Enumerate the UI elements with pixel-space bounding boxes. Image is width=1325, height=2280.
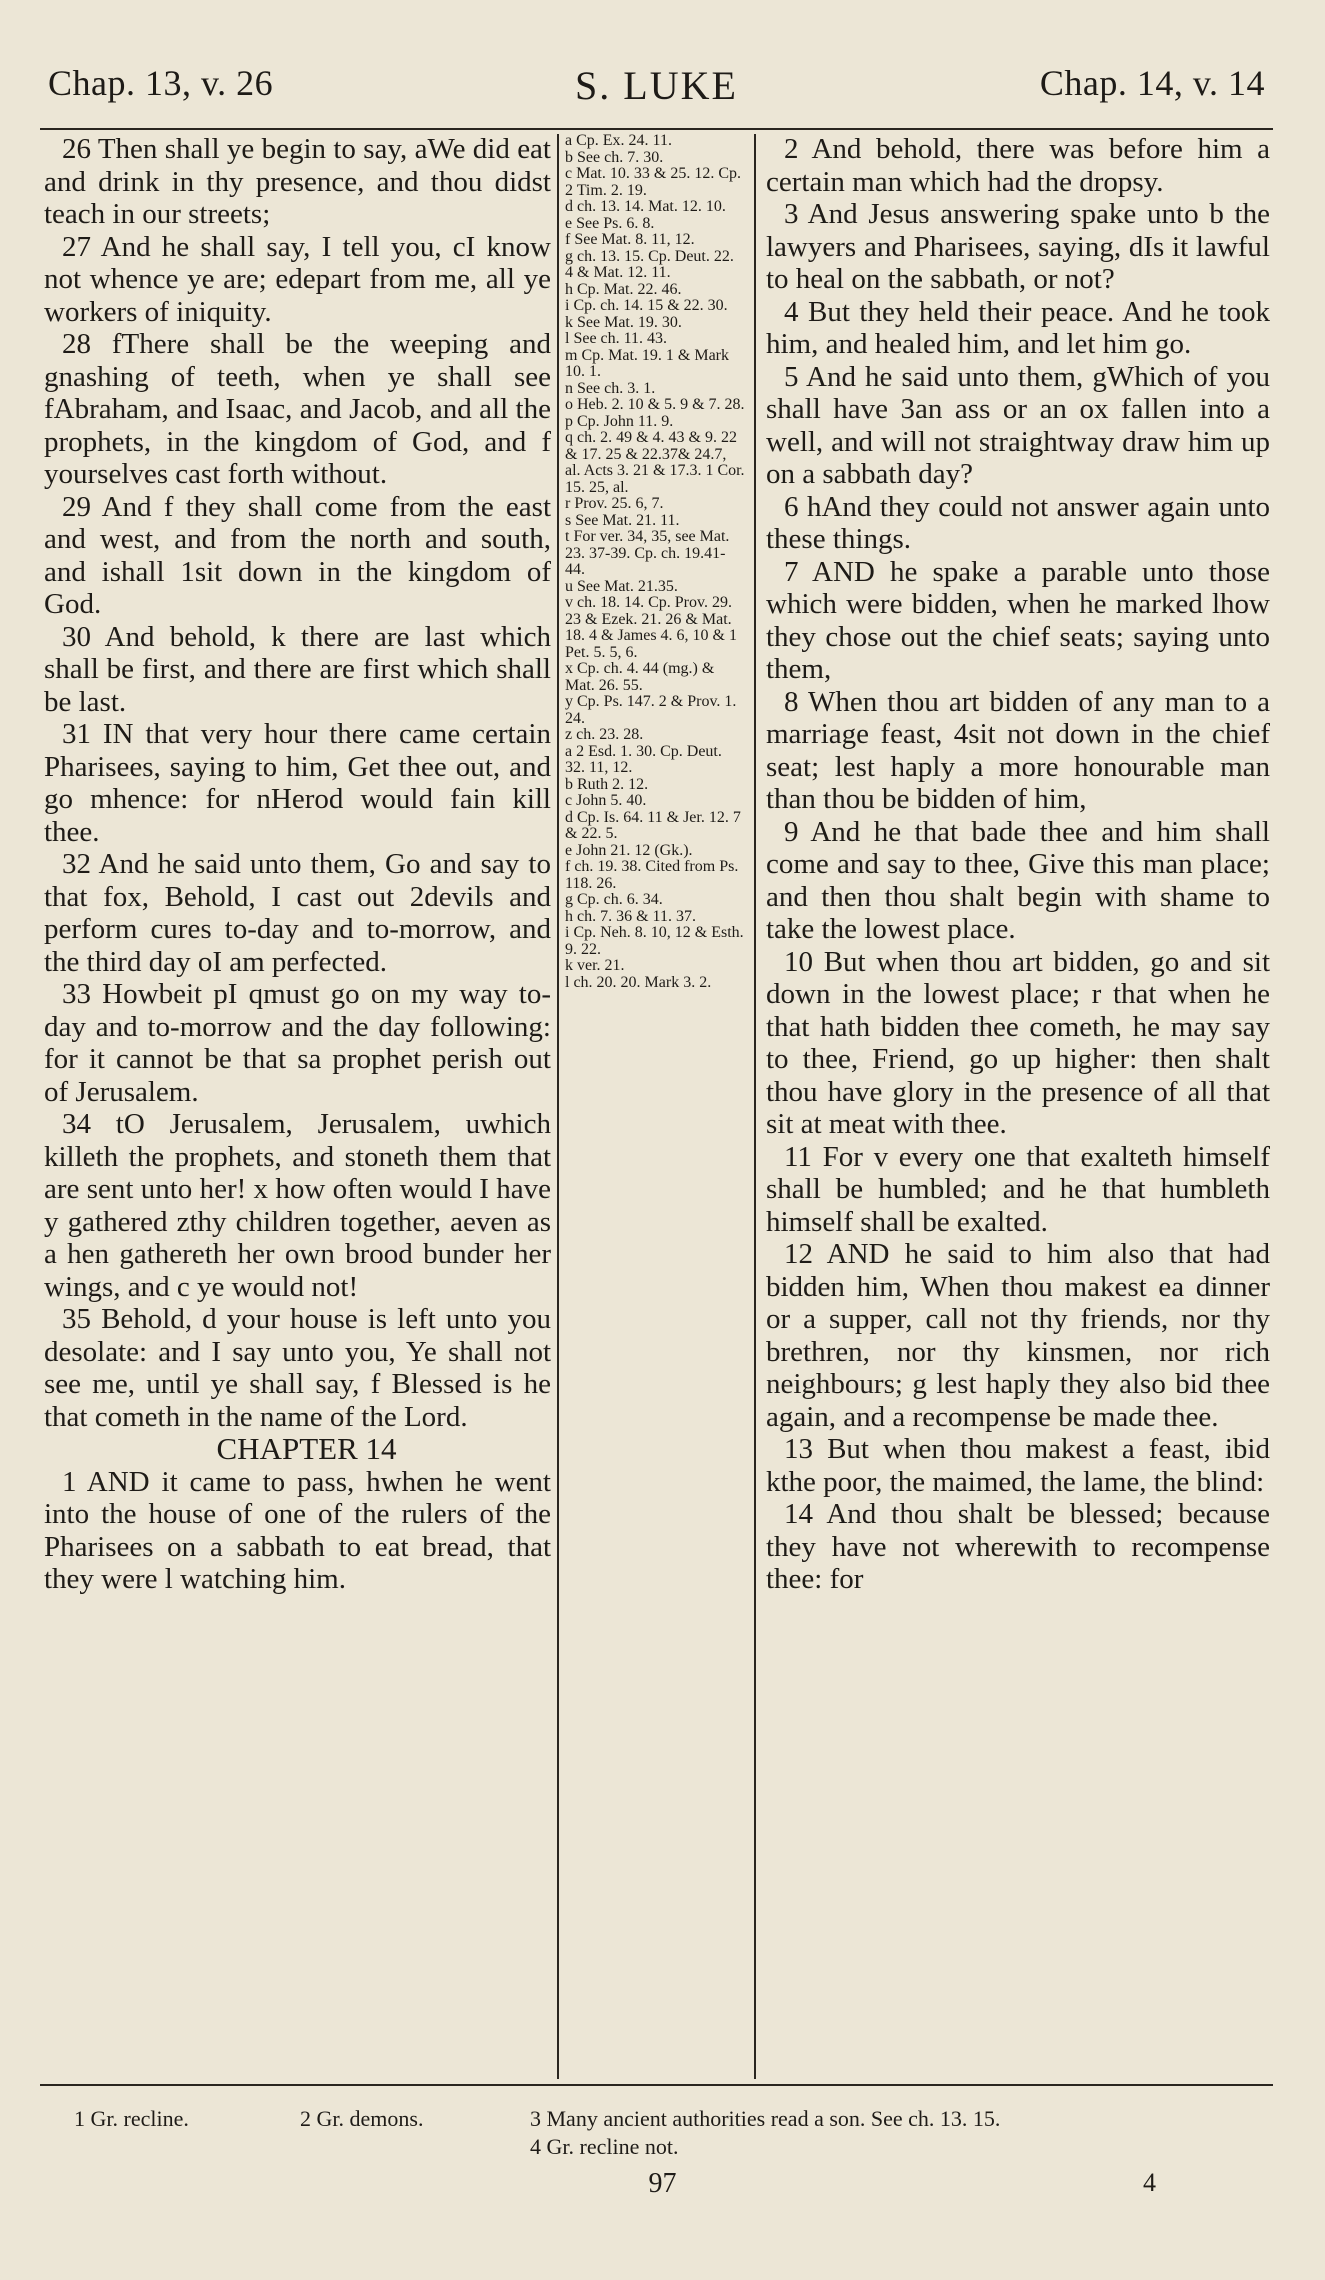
verse-14-1: 1 AND it came to pass, hwhen he went into the house of one of the rulers of the Pharisees on a sabbath to eat bread, that they were l watching him.	[44, 1465, 551, 1595]
verse-14-5: 5 And he said unto them, gWhich of you shall have 3an ass or an ox fallen into a well, and will not straightway draw him up on a sabbath day?	[766, 360, 1270, 490]
footnote-2: 2 Gr. demons.	[300, 2106, 424, 2131]
verse-13-29: 29 And f they shall come from the east and west, and from the north and south, and ishall 1sit down in the kingdom of God.	[44, 490, 551, 620]
page-number: 97	[648, 2168, 677, 2199]
cross-reference: a 2 Esd. 1. 30. Cp. Deut. 32. 11, 12.	[565, 742, 722, 776]
verse-13-35: 35 Behold, d your house is left unto you desolate: and I say unto you, Ye shall not see me, until ye shall say, f Blessed is he that cometh in the name of the Lord.	[44, 1303, 551, 1433]
cross-reference: e See Ps. 6. 8.	[565, 214, 655, 232]
verse-14-12: 12 AND he said to him also that had bidden him, When thou makest ea dinner or a supper, call not thy friends, nor thy brethren, nor thy kinsmen, nor rich neighbours; g lest haply they also bid thee again, and a recompense be made thee.	[766, 1238, 1270, 1433]
verse-14-7: 7 AND he spake a parable unto those which were bidden, when he marked lhow they chose out the chief seats; saying unto them,	[766, 555, 1270, 685]
verse-13-31: 31 IN that very hour there came certain Pharisees, saying to him, Get thee out, and go mhence: for nHerod would fain kill thee.	[44, 718, 551, 848]
cross-reference: e John 21. 12 (Gk.).	[565, 841, 693, 859]
verse-14-10: 10 But when thou art bidden, go and sit down in the lowest place; r that when he that hath bidden thee cometh, he may say to thee, Friend, go up higher: then shalt thou have glory in the presence of all that sit at meat with thee.	[766, 945, 1270, 1140]
cross-reference: y Cp. Ps. 147. 2 & Prov. 1. 24.	[565, 693, 737, 727]
header-left: Chap. 13, v. 26	[48, 63, 274, 103]
cross-reference: g ch. 13. 15. Cp. Deut. 22. 4 & Mat. 12. 11.	[565, 247, 734, 281]
cross-reference: m Cp. Mat. 19. 1 & Mark 10. 1.	[565, 346, 729, 380]
cross-reference: q ch. 2. 49 & 4. 43 & 9. 22 & 17. 25 & 22.37& 24.7, al. Acts 3. 21 & 17.3. 1 Cor. 15. 25, al.	[565, 429, 745, 496]
cross-reference: l See ch. 11. 43.	[565, 330, 668, 347]
cross-reference: d ch. 13. 14. Mat. 12. 10.	[565, 198, 726, 215]
cross-reference: c John 5. 40.	[565, 792, 647, 809]
cross-reference: f ch. 19. 38. Cited from Ps. 118. 26.	[565, 858, 739, 892]
chapter-heading: CHAPTER 14	[216, 1431, 397, 1466]
column-divider-right	[754, 134, 756, 2079]
cross-reference-column	[565, 133, 745, 991]
cross-reference: r Prov. 25. 6, 7.	[565, 495, 664, 512]
running-header	[48, 62, 1265, 122]
signature-mark: 4	[1143, 2168, 1156, 2197]
cross-reference: k ver. 21.	[565, 957, 625, 974]
footnote-1: 1 Gr. recline.	[74, 2106, 189, 2131]
verse-13-32: 32 And he said unto them, Go and say to that fox, Behold, I cast out 2devils and perform cures to-day and to-morrow, and the third day oI am perfected.	[44, 848, 551, 978]
footnote-rule	[40, 2084, 1273, 2086]
verse-13-33: 33 Howbeit pI qmust go on my way to-day and to-morrow and the day following: for it cannot be that sa prophet perish out of Jerusalem.	[44, 978, 551, 1108]
cross-reference: u See Mat. 21.35.	[565, 577, 678, 595]
text-column-right	[766, 133, 1270, 1596]
cross-reference: z ch. 23. 28.	[565, 726, 644, 743]
cross-reference: i Cp. Neh. 8. 10, 12 & Esth. 9. 22.	[565, 924, 744, 958]
verse-13-30: 30 And behold, k there are last which shall be first, and there are first which shall be last.	[44, 620, 551, 718]
verse-14-2: 2 And behold, there was before him a certain man which had the dropsy.	[766, 133, 1270, 198]
cross-reference: l ch. 20. 20. Mark 3. 2.	[565, 973, 712, 991]
cross-reference: i Cp. ch. 14. 15 & 22. 30.	[565, 297, 728, 314]
verse-13-27: 27 And he shall say, I tell you, cI know not whence ye are; edepart from me, all ye workers of iniquity.	[44, 230, 551, 328]
cross-reference: b See ch. 7. 30.	[565, 148, 664, 166]
column-divider-left	[557, 134, 559, 2079]
verse-14-4: 4 But they held their peace. And he took him, and healed him, and let him go.	[766, 295, 1270, 360]
footnote-3: 3 Many ancient authorities read a son. See ch. 13. 15.	[530, 2106, 1001, 2131]
cross-reference: d Cp. Is. 64. 11 & Jer. 12. 7 & 22. 5.	[565, 808, 741, 842]
verse-14-9: 9 And he that bade thee and him shall come and say to thee, Give this man place; and then thou shalt begin with shame to take the lowest place.	[766, 815, 1270, 945]
cross-reference: p Cp. John 11. 9.	[565, 412, 674, 430]
verse-14-14: 14 And thou shalt be blessed; because they have not wherewith to recompense thee: for	[766, 1498, 1270, 1595]
header-rule	[40, 128, 1273, 130]
verse-13-28: 28 fThere shall be the weeping and gnashing of teeth, when ye shall see fAbraham, and Isaac, and Jacob, and all the prophets, in the kingdom of God, and f yourselves cast forth without.	[44, 328, 551, 490]
verse-13-34: 34 tO Jerusalem, Jerusalem, uwhich killeth the prophets, and stoneth them that are sent unto her! x how often would I have y gathered zthy children together, aeven as a hen gathereth her own brood bunder her wings, and c ye would not!	[44, 1108, 551, 1303]
cross-reference: g Cp. ch. 6. 34.	[565, 891, 663, 908]
text-column-left	[44, 133, 551, 1596]
verse-14-11: 11 For v every one that exalteth himself shall be humbled; and he that humbleth himself shall be exalted.	[766, 1140, 1270, 1238]
verse-14-6: 6 hAnd they could not answer again unto these things.	[766, 490, 1270, 555]
cross-reference: v ch. 18. 14. Cp. Prov. 29. 23 & Ezek. 21. 26 & Mat. 18. 4 & James 4. 6, 10 & 1 Pet. 5. 5, 6.	[565, 594, 737, 661]
cross-reference: h Cp. Mat. 22. 46.	[565, 280, 682, 298]
cross-reference: k See Mat. 19. 30.	[565, 313, 682, 331]
verse-14-8: 8 When thou art bidden of any man to a marriage feast, 4sit not down in the chief seat; lest haply a more honourable man than thou be bidden of him,	[766, 685, 1270, 815]
cross-reference: h ch. 7. 36 & 11. 37.	[565, 907, 696, 925]
cross-reference: a Cp. Ex. 24. 11.	[565, 133, 672, 149]
footnote-4: 4 Gr. recline not.	[530, 2134, 679, 2159]
cross-reference: o Heb. 2. 10 & 5. 9 & 7. 28.	[565, 396, 745, 413]
header-right: Chap. 14, v. 14	[1039, 63, 1265, 103]
book-title: S. LUKE	[575, 63, 738, 108]
cross-reference: s See Mat. 21. 11.	[565, 511, 680, 529]
cross-reference: f See Mat. 8. 11, 12.	[565, 231, 695, 248]
cross-reference: t For ver. 34, 35, see Mat. 23. 37-39. Cp. ch. 19.41-44.	[565, 528, 730, 578]
verse-13-26: 26 Then shall ye begin to say, aWe did eat and drink in thy presence, and thou didst teach in our streets;	[44, 133, 551, 230]
cross-reference: c Mat. 10. 33 & 25. 12. Cp. 2 Tim. 2. 19.	[565, 165, 741, 199]
cross-reference: b Ruth 2. 12.	[565, 775, 649, 793]
cross-reference: x Cp. ch. 4. 44 (mg.) & Mat. 26. 55.	[565, 660, 715, 694]
cross-reference: n See ch. 3. 1.	[565, 379, 656, 397]
verse-14-13: 13 But when thou makest a feast, ibid kthe poor, the maimed, the lame, the blind:	[766, 1433, 1270, 1498]
verse-14-3: 3 And Jesus answering spake unto b the lawyers and Pharisees, saying, dIs it lawful to heal on the sabbath, or not?	[766, 198, 1270, 295]
